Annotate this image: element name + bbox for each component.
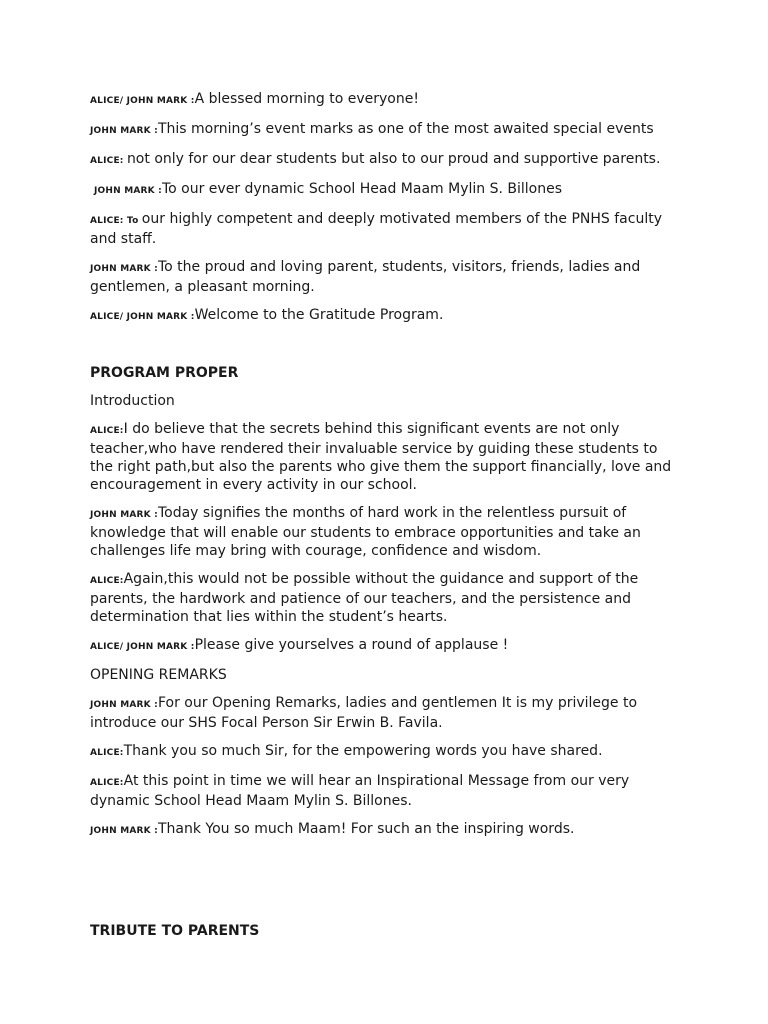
dialogue-text: Please give yourselves a round of applause ! [194,637,509,653]
dialogue-line [90,742,680,762]
dialogue-line [90,772,680,810]
dialogue-line [90,180,680,200]
dialogue-text: To our ever dynamic School Head Maam Mylin S. Billones [161,181,563,197]
dialogue-line [90,306,680,326]
speaker-label: JOHN MARK : [94,186,162,196]
dialogue-line [90,150,680,170]
speaker-label: JOHN MARK : [90,700,158,710]
dialogue-text: For our Opening Remarks, ladies and gentlemen It is my privilege to introduce our SHS Focal Person Sir Erwin B. Favila. [90,695,638,731]
dialogue-line [90,120,680,140]
spacer [90,850,680,922]
speaker-label: JOHN MARK : [90,510,158,520]
dialogue-line [90,420,680,494]
dialogue-line [90,820,680,840]
opening-remarks-label: OPENING REMARKS [90,667,227,683]
document-page [90,90,680,950]
dialogue-text: Thank You so much Maam! For such an the inspiring words. [157,821,575,837]
dialogue-line [90,570,680,626]
dialogue-text: To the proud and loving parent, students, visitors, friends, ladies and gentlemen, a pleasant morning. [90,259,641,295]
dialogue-text: At this point in time we will hear an Inspirational Message from our very dynamic School Head Maam Mylin S. Billones. [90,773,630,809]
dialogue-line [90,636,680,656]
speaker-label: ALICE: To [90,216,142,226]
dialogue-text: I do believe that the secrets behind this significant events are not only teacher,who have rendered their invaluable service by guiding these students to the right path,but also the parents who give them the support financially, love and encouragement in every activity in our school. [90,421,672,493]
speaker-label: ALICE: [90,778,124,788]
dialogue-line [90,694,680,732]
section-heading-tribute-to-parents: TRIBUTE TO PARENTS [90,923,260,939]
speaker-label: ALICE: [90,576,124,586]
dialogue-line [90,90,680,110]
speaker-label: ALICE: [90,156,127,166]
speaker-label: ALICE/ JOHN MARK : [90,312,195,322]
dialogue-text: Today signifies the months of hard work in the relentless pursuit of knowledge that will enable our students to embrace opportunities and take an challenges life may bring with courage, confidence and wisdom. [90,505,641,559]
dialogue-text: A blessed morning to everyone! [194,91,419,107]
speaker-label: ALICE/ JOHN MARK : [90,96,195,106]
speaker-label: ALICE/ JOHN MARK : [90,642,195,652]
dialogue-text: Thank you so much Sir, for the empowering words you have shared. [123,743,603,759]
section-heading-program-proper: PROGRAM PROPER [90,365,239,381]
speaker-label: ALICE: [90,748,124,758]
dialogue-line [90,210,680,248]
introduction-label: Introduction [90,393,175,409]
speaker-label: JOHN MARK : [90,126,158,136]
dialogue-text: Again,this would not be possible without the guidance and support of the parents, the hardwork and patience of our teachers, and the persistence and determination that lies within the student’s hearts. [90,571,639,625]
dialogue-text: our highly competent and deeply motivated members of the PNHS faculty and staff. [90,211,662,247]
spacer [90,336,680,364]
dialogue-text: Welcome to the Gratitude Program. [194,307,444,323]
dialogue-line [90,258,680,296]
dialogue-text: not only for our dear students but also to our proud and supportive parents. [126,151,661,167]
speaker-label: ALICE: [90,426,124,436]
dialogue-text: This morning’s event marks as one of the most awaited special events [157,121,654,137]
dialogue-line [90,504,680,560]
speaker-label: JOHN MARK : [90,826,158,836]
speaker-label: JOHN MARK : [90,264,158,274]
